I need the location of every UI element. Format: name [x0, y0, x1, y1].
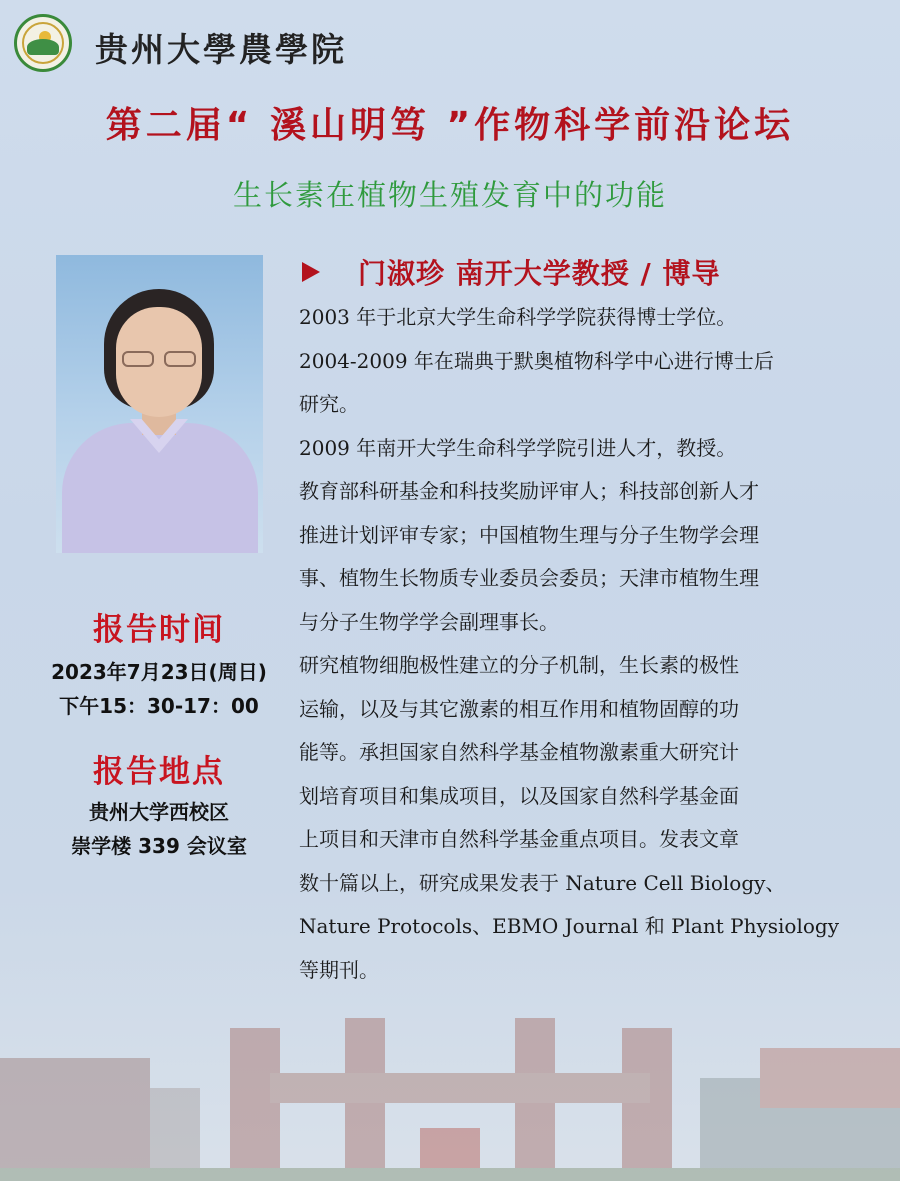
- bio-line: 2003 年于北京大学生命科学学院获得博士学位。: [299, 305, 737, 329]
- bio-line: 上项目和天津市自然科学基金重点项目。发表文章: [299, 827, 739, 851]
- report-place-line2: 崇学楼 339 会议室: [71, 834, 247, 858]
- bio-line: 能等。承担国家自然科学基金植物激素重大研究计: [299, 740, 739, 764]
- triangle-bullet-icon: [302, 262, 320, 282]
- college-name: 贵州大學農學院: [95, 30, 347, 69]
- report-date: 2023年7月23日(周日): [51, 660, 267, 684]
- report-place-block: [28, 746, 290, 863]
- bio-line: 事、植物生长物质专业委员会委员；天津市植物生理: [299, 566, 759, 590]
- speaker-bio: [299, 296, 891, 992]
- report-place-title: 报告地点: [93, 754, 225, 790]
- bio-line: 运输，以及与其它激素的相互作用和植物固醇的功: [299, 696, 739, 721]
- bio-line: 等期刊。: [299, 957, 379, 982]
- forum-title: 第二届“ 溪山明笃 ”作物科学前沿论坛: [105, 105, 795, 146]
- talk-title: 生长素在植物生殖发育中的功能: [232, 178, 667, 212]
- seal-hill: [27, 39, 59, 55]
- bio-line: 数十篇以上，研究成果发表于 Nature Cell Biology、: [299, 870, 786, 895]
- report-time-block: [28, 604, 290, 723]
- bio-line: 划培育项目和集成项目，以及国家自然科学基金面: [299, 783, 739, 808]
- speaker-heading: [302, 252, 720, 292]
- bio-line: 2009 年南开大学生命科学学院引进人才，教授。: [299, 435, 737, 460]
- bio-line: 推进计划评审专家；中国植物生理与分子生物学会理: [299, 522, 759, 547]
- speaker-heading-text: 门淑珍 南开大学教授 / 博导: [358, 257, 721, 290]
- bio-line: Nature Protocols、EBMO Journal 和 Plant Physiology: [299, 914, 840, 938]
- university-seal-icon: [14, 14, 72, 72]
- report-time-title: 报告时间: [93, 612, 225, 648]
- campus-gate-background: [0, 1018, 900, 1181]
- speaker-photo: [56, 255, 263, 553]
- photo-glasses: [120, 351, 198, 369]
- bio-line: 2004-2009 年在瑞典于默奥植物科学中心进行博士后: [299, 348, 774, 373]
- bio-line: 研究植物细胞极性建立的分子机制，生长素的极性: [299, 653, 739, 677]
- bio-line: 研究。: [299, 392, 359, 416]
- report-place-line1: 贵州大学西校区: [89, 800, 229, 824]
- bio-line: 与分子生物学学会副理事长。: [299, 609, 559, 634]
- report-time: 下午15：30-17：00: [59, 694, 259, 718]
- bio-line: 教育部科研基金和科技奖励评审人；科技部创新人才: [299, 479, 759, 503]
